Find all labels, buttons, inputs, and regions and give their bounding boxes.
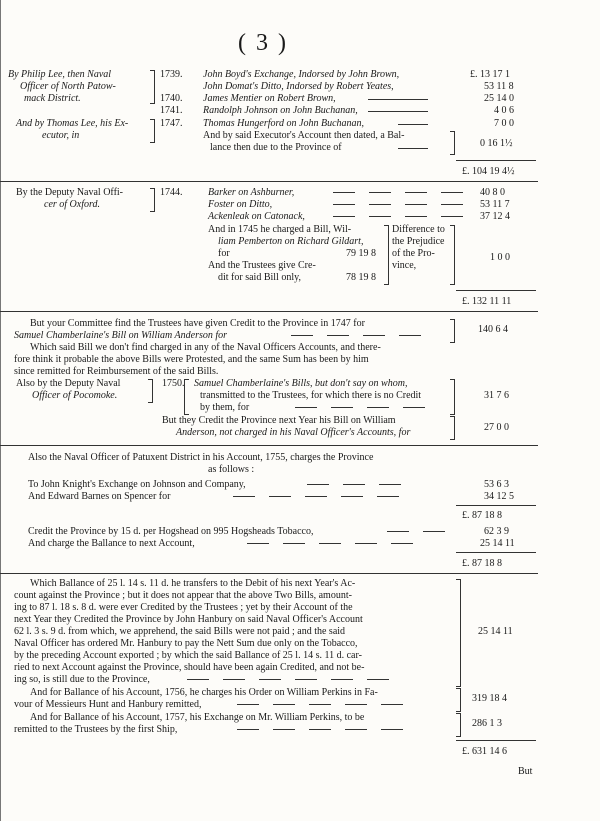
leader-rule: [368, 99, 428, 100]
s1-desc-6b: lance then due to the Province of: [210, 142, 342, 153]
s3-r5: Anderson, not charged in his Naval Officer's Accounts, for: [176, 427, 411, 438]
s4-sub: £. 87 18 8: [462, 510, 502, 521]
s1-desc-2: John Domat's Ditto, Indorsed by Robert Yeates,: [203, 81, 394, 92]
s5-line-8: ried to next Account against the Province, should have been again Credited, and not be-: [14, 662, 365, 673]
s5-a1: And for Ballance of his Account, 1756, he charges his Order on William Perkins in Fa-: [30, 687, 378, 698]
s2-m5-amt: 78 19 8: [346, 272, 376, 283]
s1-label-2: Officer of North Patow-: [20, 81, 116, 92]
s5-amt-3: 286 1 3: [472, 718, 502, 729]
section-divider: [0, 181, 538, 182]
s2-brace: [150, 188, 155, 212]
s1-label-1: By Philip Lee, then Naval: [8, 69, 112, 80]
s1-year-4: 1741.: [160, 105, 183, 116]
s2-desc-3: Ackenleak on Catonack,: [208, 211, 305, 222]
s5-line-9: ing so, is still due to the Province,: [14, 674, 150, 685]
s4-c1-amt: 62 3 9: [484, 526, 509, 537]
s5-brace-1: [456, 579, 461, 687]
total-rule: [456, 740, 536, 741]
s1-year-3: 1740.: [160, 93, 183, 104]
s3-r1: Samuel Chamberlaine's Bills, but don't say on whom,: [194, 378, 408, 389]
s2-diff-4: vince,: [392, 260, 417, 271]
s2-desc-2: Foster on Ditto,: [208, 199, 273, 210]
catchword: But: [518, 766, 533, 777]
s3-r4: But they Credit the Province next Year his Bill on William: [162, 415, 396, 426]
s3-p2: Samuel Chamberlaine's Bill on William Anderson for: [14, 330, 228, 341]
s4-h1: Also the Naval Officer of Patuxent District in his Account, 1755, charges the Province: [28, 452, 374, 463]
s1-label-3: mack District.: [24, 93, 81, 104]
s3-p4: fore think it probable the above Bills were Protested, and the same Sum has been by him: [14, 354, 369, 365]
s2-diff-2: the Prejudice: [392, 236, 445, 247]
s2-label-2: cer of Oxford.: [44, 199, 101, 210]
s1-brace-2: [150, 119, 155, 143]
s2-diff-1: Difference to: [392, 224, 445, 235]
section-divider: [0, 573, 538, 574]
s1-row-brace: [450, 131, 455, 155]
s4-h2: as follows :: [208, 464, 255, 475]
leader-rule: [398, 124, 428, 125]
s1-desc-6a: And by said Executor's Account then dated, a Bal-: [203, 130, 405, 141]
s1-year-1: 1739.: [160, 69, 183, 80]
s2-amt-1: 40 8 0: [480, 187, 505, 198]
leader-rule: [368, 111, 428, 112]
s3-brace-2: [148, 379, 153, 403]
s5-line-1: Which Ballance of 25 l. 14 s. 11 d. he transfers to the Debit of his next Year's Ac-: [30, 578, 356, 589]
s2-m4: And the Trustees give Cre-: [208, 260, 316, 271]
s2-year: 1744.: [160, 187, 183, 198]
s5-line-2: count against the Province ; but it does not appear that the above Two Bills, amount-: [14, 590, 352, 601]
s4-c2-amt: 25 14 11: [480, 538, 515, 549]
s2-outer-brace: [450, 225, 455, 285]
s5-total: £. 631 14 6: [462, 746, 507, 757]
page-number: ( 3 ): [238, 30, 288, 56]
s1-year-5: 1747.: [160, 118, 183, 129]
s2-m1: And in 1745 he charged a Bill, Wil-: [208, 224, 352, 235]
s3-l1: Also by the Deputy Naval: [16, 378, 121, 389]
s1-desc-4: Randolph Johnson on John Buchanan,: [203, 105, 358, 116]
section-divider: [0, 445, 538, 446]
s4-c2: And charge the Ballance to next Account,: [28, 538, 195, 549]
s4-r1-amt: 53 6 3: [484, 479, 509, 490]
total-rule: [456, 160, 536, 161]
s1-amt-5: 7 0 0: [494, 118, 514, 129]
s4-r1: To John Knight's Exchange on Johnson and Company,: [28, 479, 246, 490]
s5-a2: vour of Messieurs Hunt and Hanbury remitted,: [14, 699, 202, 710]
section-divider: [0, 311, 538, 312]
s1-amt-4: 4 0 6: [494, 105, 514, 116]
s1-amt-1: £. 13 17 1: [470, 69, 510, 80]
s5-line-4: next Year they Credited the Province by John Hanbury on said Naval Officer's Account: [14, 614, 363, 625]
s1-amt-6: 0 16 1½: [480, 138, 513, 149]
total-rule: [456, 290, 536, 291]
s1-label-4: And by Thomas Lee, his Ex-: [16, 118, 129, 129]
s2-diff-amt: 1 0 0: [490, 252, 510, 263]
total-rule: [456, 505, 536, 506]
s3-brace-1: [450, 319, 455, 343]
s1-desc-1: John Boyd's Exchange, Indorsed by John Brown,: [203, 69, 400, 80]
s3-amt-2: 31 7 6: [484, 390, 509, 401]
s5-line-3: ing to 87 l. 18 s. 8 d. were ever Credited by the Trustees ; yet by their Account of the: [14, 602, 353, 613]
s1-total: £. 104 19 4½: [462, 166, 515, 177]
s3-p3: Which said Bill we don't find charged in any of the Naval Officers Accounts, and there-: [30, 342, 381, 353]
s3-brace-5: [450, 416, 455, 440]
s3-amt-1: 140 6 4: [478, 324, 508, 335]
s1-desc-5: Thomas Hungerford on John Buchanan,: [203, 118, 365, 129]
page-edge: [0, 0, 1, 821]
s3-r2: transmitted to the Trustees, for which there is no Credit: [200, 390, 422, 401]
s3-brace-4: [450, 379, 455, 415]
s1-amt-2: 53 11 8: [484, 81, 514, 92]
s4-r2: And Edward Barnes on Spencer for: [28, 491, 171, 502]
s2-m3: for: [218, 248, 230, 259]
s5-brace-2: [456, 688, 461, 712]
s1-amt-3: 25 14 0: [484, 93, 514, 104]
s4-total: £. 87 18 8: [462, 558, 502, 569]
s3-r3: by them, for: [200, 402, 250, 413]
s2-inner-brace: [384, 225, 389, 285]
s3-l2: Officer of Pocomoke.: [32, 390, 118, 401]
s1-label-5: ecutor, in: [42, 130, 80, 141]
s1-brace: [150, 70, 155, 104]
s5-line-7: by the preceding Account exported ; by which the said Ballance of 25 l. 14 s. 11 d. car-: [14, 650, 362, 661]
s3-p5: since remitted for Reimbursement of the said Bills.: [14, 366, 219, 377]
s2-amt-3: 37 12 4: [480, 211, 510, 222]
s2-total: £. 132 11 11: [462, 296, 512, 307]
s3-amt-3: 27 0 0: [484, 422, 509, 433]
s5-line-6: Naval Officer has ordered Mr. Hanbury to pay the Nett Sum due only on the Tobacco,: [14, 638, 358, 649]
s4-c1: Credit the Province by 15 d. per Hogshead on 995 Hogsheads Tobacco,: [28, 526, 314, 537]
s3-p1: But your Committee find the Trustees have given Credit to the Province in 1747 for: [30, 318, 365, 329]
s4-r2-amt: 34 12 5: [484, 491, 514, 502]
s1-desc-3: James Mentier on Robert Brown,: [203, 93, 336, 104]
s2-amt-2: 53 11 7: [480, 199, 510, 210]
s5-amt-1: 25 14 11: [478, 626, 513, 637]
s5-b1: And for Ballance of his Account, 1757, his Exchange on Mr. William Perkins, to be: [30, 712, 365, 723]
s2-label-1: By the Deputy Naval Offi-: [16, 187, 124, 198]
s5-line-5: 62 l. 3 s. 9 d. from which, we apprehend, the said Bills were not paid ; and the said: [14, 626, 346, 637]
s5-amt-2: 319 18 4: [472, 693, 507, 704]
s5-b2: remitted to the Trustees by the first Ship,: [14, 724, 178, 735]
s2-diff-3: of the Pro-: [392, 248, 435, 259]
s3-year: 1750.: [162, 378, 185, 389]
total-rule: [456, 552, 536, 553]
s3-brace-3: [184, 379, 189, 415]
leader-rule: [398, 148, 428, 149]
s5-brace-3: [456, 713, 461, 737]
s2-m3-amt: 79 19 8: [346, 248, 376, 259]
s2-desc-1: Barker on Ashburner,: [208, 187, 295, 198]
s2-m2: liam Pemberton on Richard Gildart,: [218, 236, 364, 247]
s2-m5: dit for said Bill only,: [218, 272, 301, 283]
